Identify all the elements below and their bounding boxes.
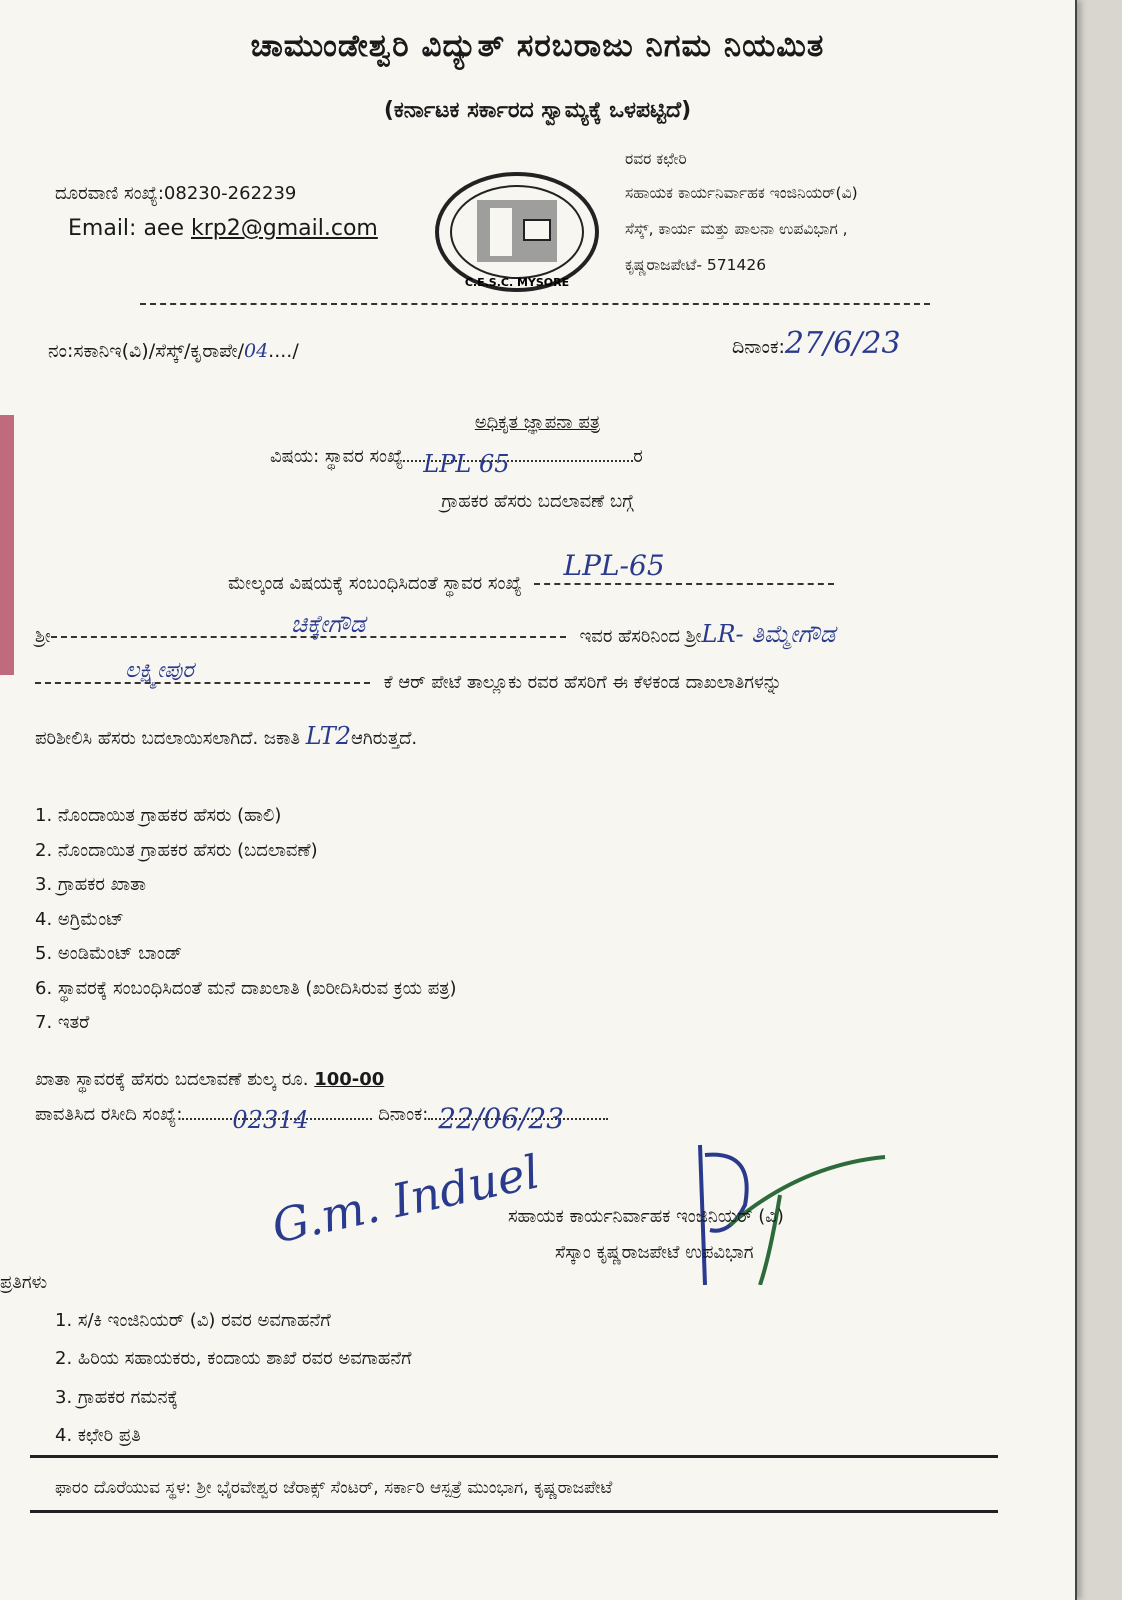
list-item: 3. ಗ್ರಾಹಕರ ಖಾತಾ bbox=[35, 874, 146, 895]
list-item: 6. ಸ್ಥಾವರಕ್ಕೆ ಸಂಬಂಧಿಸಿದಂತೆ ಮನೆ ದಾಖಲಾತಿ (ಖರೀದಿಸಿರುವ ಕ್ರಯ ಪತ್ರ) bbox=[35, 977, 457, 999]
para-line-2: ಲಕ್ಷ್ಮೀಪುರ ಕೆ ಆರ್ ಪೇಟೆ ತಾಲ್ಲೂಕು ರವರ ಹೆಸರಿಗೆ ಈ ಕೆಳಕಂಡ ದಾಖಲಾತಿಗಳನ್ನು bbox=[35, 672, 782, 693]
para-intro: ಮೇಲ್ಕಂಡ ವಿಷಯಕ್ಕೆ ಸಂಬಂಧಿಸಿದಂತೆ ಸ್ಥಾವರ ಸಂಖ್ಯೆ LPL-65 bbox=[228, 573, 834, 594]
address-line-3: ಸೆಸ್ಕ್, ಕಾರ್ಯ ಮತ್ತು ಪಾಲನಾ ಉಪವಿಭಾಗ , bbox=[625, 220, 848, 238]
email-prefix: Email: aee bbox=[68, 216, 191, 241]
name-line: ಶ್ರೀ ಚಿಕ್ಕೇಗೌಡ ಇವರ ಹೆಸರಿನಿಂದ ಶ್ರೀLR- ತಿಮ್ಮೇಗೌಡ bbox=[35, 610, 836, 648]
list-item: 4. ಅಗ್ರಿಮೆಂಟ್ bbox=[35, 908, 124, 930]
list-item: 5. ಅಂಡಿಮೆಂಟ್ ಬಾಂಡ್ bbox=[35, 943, 183, 964]
list-item: 3. ಗ್ರಾಹಕರ ಗಮನಕ್ಕೆ bbox=[55, 1387, 178, 1408]
subject-value: LPL 65 bbox=[423, 450, 510, 478]
header-divider bbox=[140, 303, 930, 305]
list-item: 2. ನೊಂದಾಯಿತ ಗ್ರಾಹಕರ ಹೆಸರು (ಬದಲಾವಣೆ) bbox=[35, 839, 318, 861]
address-line-4: ಕೃಷ್ಣರಾಜಪೇಟೆ- 571426 bbox=[625, 256, 767, 274]
footer-text: ಫಾರಂ ದೊರೆಯುವ ಸ್ಥಳ: ಶ್ರೀ ಭೈರವೇಶ್ವರ ಜೆರಾಕ್ಸ್ ಸೆಂಟರ್, ಸರ್ಕಾರಿ ಆಸ್ಪತ್ರೆ ಮುಂಭಾಗ, ಕೃಷ್ಣರಾಜಪೇಟೆ bbox=[55, 1478, 613, 1498]
list-item: 2. ಹಿರಿಯ ಸಹಾಯಕರು, ಕಂದಾಯ ಶಾಖೆ ರವರ ಅವಗಾಹನೆಗೆ bbox=[55, 1348, 412, 1369]
fee-line: ಖಾತಾ ಸ್ಥಾವರಕ್ಕೆ ಹೆಸರು ಬದಲಾವಣೆ ಶುಲ್ಕ ರೂ. 100-00 bbox=[35, 1069, 385, 1090]
reference-number: ನಂ:ಸಕಾನಿಇ(ವಿ)/ಸೆಸ್ಕ್/ಕೃರಾಪೇ/04..../ bbox=[48, 340, 299, 362]
receipt-date: 22/06/23 bbox=[438, 1102, 565, 1135]
signatory-office: ಸೆಸ್ಕಾಂ ಕೃಷ್ಣರಾಜಪೇಟೆ ಉಪವಿಭಾಗ bbox=[555, 1242, 754, 1263]
installation-number: LPL-65 bbox=[563, 549, 665, 582]
subject-line bbox=[270, 446, 643, 478]
copies-heading: ಪ್ರತಿಗಳು bbox=[0, 1272, 48, 1293]
letter-date bbox=[732, 326, 901, 361]
subject-label: ವಿಷಯ: ಸ್ಥಾವರ ಸಂಖ್ಯೆ bbox=[270, 446, 404, 467]
org-subtitle: (ಕರ್ನಾಟಕ ಸರ್ಕಾರದ ಸ್ವಾಮ್ಯಕ್ಕೆ ಒಳಪಟ್ಟಿದೆ) bbox=[383, 98, 692, 123]
date-label: ದಿನಾಂಕ: bbox=[732, 336, 785, 358]
address-line-2: ಸಹಾಯಕ ಕಾರ್ಯನಿರ್ವಾಹಕ ಇಂಜಿನಿಯರ್(ವಿ) bbox=[625, 184, 858, 202]
list-item: 1. ನೊಂದಾಯಿತ ಗ್ರಾಹಕರ ಹೆಸರು (ಹಾಲಿ) bbox=[35, 805, 282, 826]
org-name: ಚಾಮುಂಡೇಶ್ವರಿ ವಿದ್ಯುತ್ ಸರಬರಾಜು ನಿಗಮ ನಿಯಮಿತ bbox=[250, 28, 825, 64]
email-address: krp2@gmail.com bbox=[191, 216, 378, 241]
red-tab bbox=[0, 415, 14, 675]
subject-suffix: ರ bbox=[633, 446, 643, 467]
fee-amount: 100-00 bbox=[314, 1069, 385, 1090]
old-owner-name: ಚಿಕ್ಕೇಗೌಡ bbox=[290, 610, 366, 638]
cesc-seal-icon bbox=[432, 168, 602, 296]
signatory-designation: ಸಹಾಯಕ ಕಾರ್ಯನಿರ್ವಾಹಕ ಇಂಜಿನಿಯರ್ (ವಿ) bbox=[508, 1206, 784, 1227]
tariff-value: LT2 bbox=[305, 722, 352, 750]
letter-heading: ಅಧಿಕೃತ ಜ್ಞಾಪನಾ ಪತ್ರ bbox=[474, 412, 601, 433]
para-line-3: ಪರಿಶೀಲಿಸಿ ಹೆಸರು ಬದಲಾಯಿಸಲಾಗಿದೆ. ಜಕಾತಿ LT2ಆಗಿರುತ್ತದೆ. bbox=[35, 722, 418, 750]
new-owner-name: LR- ತಿಮ್ಮೇಗೌಡ bbox=[701, 620, 836, 648]
seal-text: C.E.S.C. MYSORE bbox=[464, 276, 570, 289]
new-owner-place: ಲಕ್ಷ್ಮೀಪುರ bbox=[125, 658, 194, 683]
reference-label: ನಂ:ಸಕಾನಿಇ(ವಿ)/ಸೆಸ್ಕ್/ಕೃರಾಪೇ/ bbox=[48, 340, 244, 362]
list-item: 4. ಕಛೇರಿ ಪ್ರತಿ bbox=[55, 1425, 141, 1446]
reference-value: 04 bbox=[243, 340, 269, 362]
list-item: 1. ಸ/ಕಿ ಇಂಜಿನಿಯರ್ (ವಿ) ರವರ ಅವಗಾಹನೆಗೆ bbox=[55, 1310, 331, 1331]
footer-rule-top bbox=[30, 1455, 998, 1458]
phone-number: ದೂರವಾಣಿ ಸಂಖ್ಯೆ:08230-262239 bbox=[55, 183, 297, 204]
receipt-number: 02314 bbox=[232, 1106, 309, 1134]
date-value: 27/6/23 bbox=[784, 326, 901, 361]
signature: G.m. Induel bbox=[267, 1144, 545, 1254]
footer-rule-bottom bbox=[30, 1510, 998, 1513]
documents-list bbox=[35, 801, 457, 1038]
email-line bbox=[68, 216, 378, 241]
subject-line-2: ಗ್ರಾಹಕರ ಹೆಸರು ಬದಲಾವಣೆ ಬಗ್ಗೆ bbox=[441, 491, 634, 512]
list-item: 7. ಇತರೆ bbox=[35, 1012, 90, 1033]
receipt-line: ಪಾವತಿಸಿದ ರಸೀದಿ ಸಂಖ್ಯೆ: 02314 ದಿನಾಂಕ: 22/06/23 bbox=[35, 1104, 608, 1125]
address-line-1: ರವರ ಕಛೇರಿ bbox=[625, 150, 687, 168]
